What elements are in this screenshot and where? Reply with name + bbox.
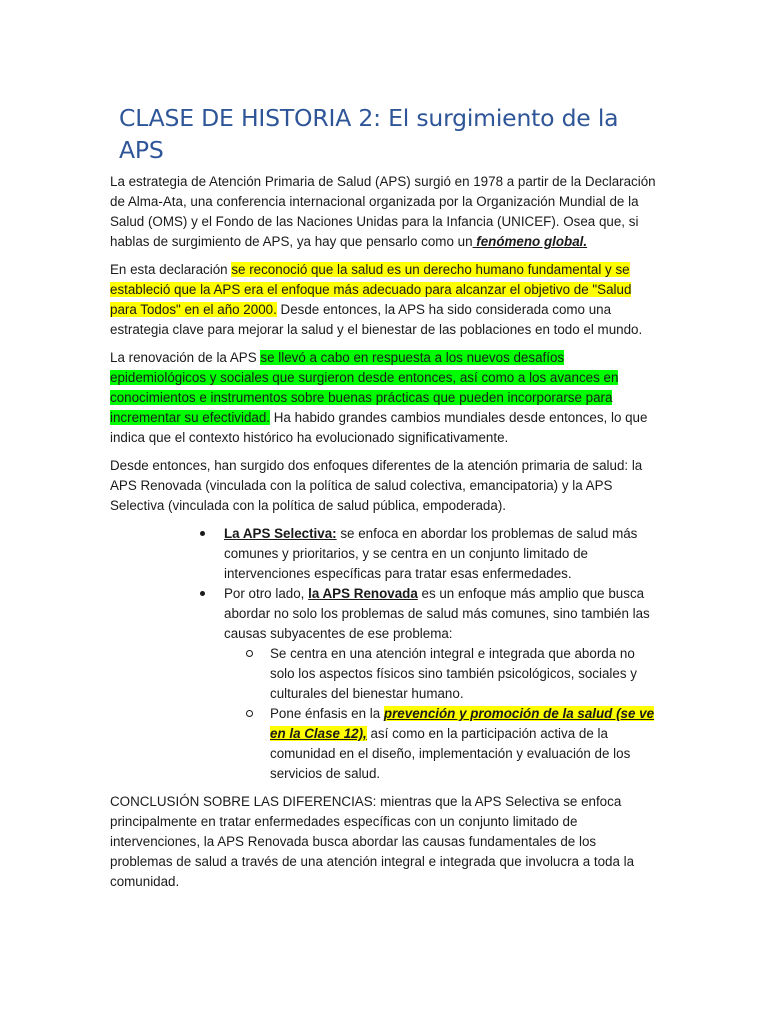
prevencion-post: así como en la participación activa de la comunidad en el diseño, implementación y evaluación de los servicios de salud. — [270, 726, 631, 781]
page-title: CLASE DE HISTORIA 2: El surgimiento de la APS — [119, 104, 619, 164]
list-item-selectiva — [224, 524, 658, 584]
renovation-highlight: se llevó a cabo en respuesta a los nuevos desafíos epidemiológicos y sociales que surgieron desde entonces, así como a los avances en conocimientos e instrumentos sobre buenas prácticas que pueden incorporarse para incrementar su efectividad. — [110, 350, 619, 425]
intro-emphasis: fenómeno global. — [472, 234, 588, 249]
approaches-list — [110, 524, 658, 784]
sublist-item-integral — [270, 644, 658, 704]
selectiva-label: La APS Selectiva: — [224, 526, 337, 541]
declaration-post: Desde entonces, la APS ha sido considerada como una estrategia clave para mejorar la salud y el bienestar de las poblaciones en todo el mundo. — [110, 302, 643, 337]
renovation-post: Ha habido grandes cambios mundiales desde entonces, lo que indica que el contexto histórico ha evolucionado significativamente. — [110, 410, 648, 445]
renovada-label: la APS Renovada — [308, 586, 418, 601]
renovada-sublist — [224, 644, 658, 784]
renovation-pre: La renovación de la APS — [110, 350, 261, 365]
declaration-highlight: se reconoció que la salud es un derecho humano fundamental y se estableció que la APS era el enfoque más adecuado para alcanzar el objetivo de "Salud para Todos" en el año 2000. — [110, 262, 632, 317]
paragraph-declaration — [110, 260, 658, 340]
sublist-item-prevencion — [270, 704, 658, 784]
declaration-pre: En esta declaración — [110, 262, 232, 277]
bullet-icon — [200, 531, 205, 536]
circle-bullet-icon — [246, 650, 253, 657]
prevencion-pre: Pone énfasis en la — [270, 706, 384, 721]
integral-text: Se centra en una atención integral e integrada que aborda no solo los aspectos físicos sino también psicológicos, sociales y culturales del bienestar humano. — [270, 646, 637, 701]
paragraph-renovation — [110, 348, 658, 448]
list-item-renovada — [224, 584, 658, 784]
renovada-text: es un enfoque más amplio que busca abordar no solo los problemas de salud más comunes, sino también las causas subyacentes de ese problema: — [224, 586, 650, 641]
paragraph-conclusion: CONCLUSIÓN SOBRE LAS DIFERENCIAS: mientras que la APS Selectiva se enfoca principalmente en tratar enfermedades específicas con un conjunto limitado de intervenciones, la APS Renovada busca abordar las causas fundamentales de los problemas de salud a través de una atención integral e integrada que involucra a toda la comunidad. — [110, 794, 635, 889]
paragraph-approaches: Desde entonces, han surgido dos enfoques diferentes de la atención primaria de salud: la APS Renovada (vinculada con la política de salud colectiva, emancipatoria) y la APS Selectiva (vinculada con la política de salud pública, empoderada). — [110, 458, 643, 513]
intro-text: La estrategia de Atención Primaria de Salud (APS) surgió en 1978 a partir de la Declaración de Alma-Ata, una conferencia internacional organizada por la Organización Mundial de la Salud (OMS) y el Fondo de las Naciones Unidas para la Infancia (UNICEF). Osea que, si hablas de surgimiento de APS, ya hay que pensarlo como un — [110, 174, 656, 249]
prevencion-highlight: prevención y promoción de la salud (se ve en la Clase 12), — [270, 706, 655, 741]
paragraph-intro — [110, 172, 658, 252]
selectiva-text: se enfoca en abordar los problemas de salud más comunes y prioritarios, y se centra en un conjunto limitado de intervenciones específicas para tratar esas enfermedades. — [224, 526, 638, 581]
renovada-pre: Por otro lado, — [224, 586, 309, 601]
bullet-icon — [200, 591, 205, 596]
circle-bullet-icon — [246, 710, 253, 717]
